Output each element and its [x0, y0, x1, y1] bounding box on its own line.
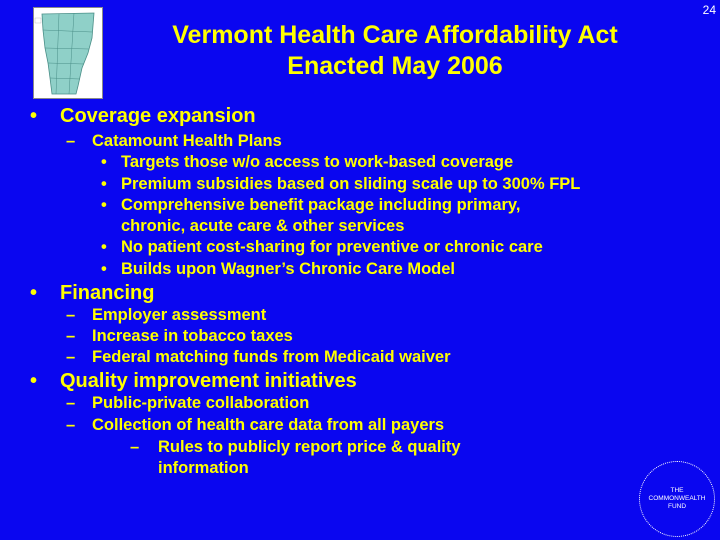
dash-symbol: –	[66, 416, 76, 434]
sub-sub-bullet	[101, 152, 514, 173]
sub-sub-bullet	[101, 195, 521, 216]
sub-sub-bullet	[101, 237, 543, 258]
logo-line-3: FUND	[667, 503, 687, 510]
logo-line-2: COMMONWEALTH	[648, 495, 706, 502]
sub-bullet	[66, 326, 293, 347]
slide-title	[110, 20, 680, 82]
sub-bullet-text: Catamount Health Plans	[92, 132, 282, 150]
bullet-coverage-expansion	[30, 104, 256, 128]
bullet-symbol: •	[101, 238, 107, 256]
item-text: information	[158, 459, 249, 477]
dash-symbol: –	[66, 394, 76, 412]
dash-symbol: –	[66, 327, 76, 345]
sub-bullet	[66, 415, 445, 436]
dash-symbol: –	[66, 348, 76, 366]
bullet-symbol: •	[30, 370, 38, 392]
bullet-quality-improvement	[30, 369, 357, 393]
bullet-symbol: •	[101, 175, 107, 193]
bullet-symbol: •	[101, 260, 107, 278]
bullet-symbol: •	[30, 105, 38, 127]
bullet-text: Quality improvement initiatives	[60, 370, 357, 392]
sub-sub-dash-item	[130, 437, 461, 458]
item-text: Builds upon Wagner’s Chronic Care Model	[121, 260, 455, 278]
vermont-map-image	[33, 7, 103, 99]
sub-bullet-catamount	[66, 131, 282, 152]
bullet-text: Coverage expansion	[60, 105, 256, 127]
bullet-symbol: •	[101, 153, 107, 171]
item-text: No patient cost-sharing for preventive or chronic care	[121, 238, 543, 256]
title-line-1: Vermont Health Care Affordability Act	[172, 21, 618, 49]
vermont-map-icon	[34, 8, 102, 98]
sub-bullet-text: Collection of health care data from all payers	[92, 416, 445, 434]
bullet-symbol: •	[101, 196, 107, 214]
item-text: chronic, acute care & other services	[121, 217, 405, 235]
sub-bullet-text: Employer assessment	[92, 306, 267, 324]
sub-sub-bullet-continuation	[121, 216, 404, 237]
title-line-2: Enacted May 2006	[287, 52, 503, 80]
sub-sub-bullet	[101, 174, 581, 195]
dash-symbol: –	[66, 306, 76, 324]
sub-bullet-text: Increase in tobacco taxes	[92, 327, 293, 345]
bullet-symbol: •	[30, 282, 38, 304]
item-text: Premium subsidies based on sliding scale up to 300% FPL	[121, 175, 581, 193]
sub-bullet	[66, 393, 310, 414]
sub-bullet	[66, 305, 267, 326]
dash-symbol: –	[130, 438, 140, 456]
commonwealth-fund-logo	[639, 461, 715, 537]
bullet-text: Financing	[60, 282, 155, 304]
item-text: Targets those w/o access to work-based coverage	[121, 153, 514, 171]
bullet-financing	[30, 281, 155, 305]
item-text: Comprehensive benefit package including primary,	[121, 196, 521, 214]
sub-bullet-text: Public-private collaboration	[92, 394, 310, 412]
sub-bullet-text: Federal matching funds from Medicaid waiver	[92, 348, 451, 366]
slide-number: 24	[702, 3, 716, 17]
dash-symbol: –	[66, 132, 76, 150]
item-text: Rules to publicly report price & quality	[158, 438, 461, 456]
sub-bullet	[66, 347, 451, 368]
logo-line-1: THE	[670, 487, 684, 494]
sub-sub-bullet	[101, 259, 455, 280]
sub-sub-dash-item-continuation	[158, 458, 249, 479]
